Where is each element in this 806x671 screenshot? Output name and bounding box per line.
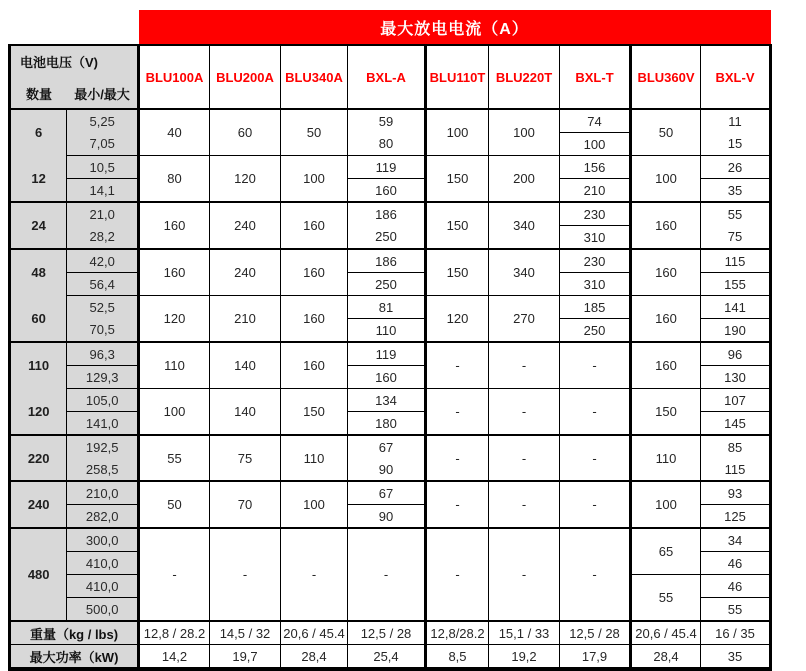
table-cell: 12,8/28.2 (426, 621, 489, 645)
table-cell: 55 (701, 202, 771, 226)
table-cell: 67 (348, 435, 426, 458)
table-cell: - (426, 435, 489, 481)
table-cell: 100 (139, 389, 210, 436)
table-cell: 96 (701, 342, 771, 366)
table-cell: 160 (631, 249, 701, 296)
table-cell: 60 (10, 296, 67, 343)
table-row (10, 109, 771, 133)
table-cell: 85 (701, 435, 771, 458)
table-cell: 12,8 / 28.2 (139, 621, 210, 645)
table-cell: 160 (281, 202, 348, 249)
table-cell: 186 (348, 202, 426, 226)
table-cell: 75 (701, 226, 771, 250)
table-cell: 12,5 / 28 (348, 621, 426, 645)
table-cell: 50 (139, 481, 210, 528)
table-cell: 150 (426, 249, 489, 296)
table-cell: 160 (139, 249, 210, 296)
table-cell: 160 (631, 202, 701, 249)
table-cell: 250 (348, 273, 426, 296)
footer-label: 最大功率（kW) (10, 645, 139, 670)
table-body (10, 10, 771, 669)
table-cell: 105,0 (67, 389, 139, 412)
table-cell: 50 (631, 109, 701, 156)
table-cell: 150 (631, 389, 701, 436)
table-cell: 15,1 / 33 (489, 621, 560, 645)
table-cell: 210,0 (67, 481, 139, 505)
table-cell: 52,5 (67, 296, 139, 319)
table-row (10, 389, 771, 412)
table-cell: 50 (281, 109, 348, 156)
table-row (10, 481, 771, 505)
table-cell: 160 (631, 296, 701, 343)
table-cell: 100 (560, 133, 631, 156)
table-cell: - (560, 528, 631, 621)
table-cell: 192,5 (67, 435, 139, 458)
table-cell: 240 (210, 249, 281, 296)
table-cell: 240 (210, 202, 281, 249)
table-cell: 70 (210, 481, 281, 528)
table-cell: 15 (701, 133, 771, 156)
table-cell: 120 (426, 296, 489, 343)
table-cell: 140 (210, 389, 281, 436)
table-cell: 93 (701, 481, 771, 505)
table-cell: 35 (701, 179, 771, 203)
table-cell: 60 (210, 109, 281, 156)
table-row (10, 296, 771, 319)
table-row (10, 435, 771, 458)
table-cell: 6 (10, 109, 67, 156)
footer-row (10, 621, 771, 645)
table-cell: 100 (281, 481, 348, 528)
column-header-bxl-v: BXL-V (701, 45, 771, 109)
table-row (10, 156, 771, 179)
table-cell: 20,6 / 45.4 (281, 621, 348, 645)
table-cell: 410,0 (67, 575, 139, 598)
table-cell: 110 (348, 319, 426, 343)
table-cell: 26 (701, 156, 771, 179)
table-cell: - (560, 481, 631, 528)
table-cell: 180 (348, 412, 426, 436)
table-cell: 115 (701, 249, 771, 273)
table-cell: 250 (348, 226, 426, 250)
table-cell: 270 (489, 296, 560, 343)
table-cell: 120 (210, 156, 281, 203)
table-cell: 500,0 (67, 598, 139, 622)
table-cell: 46 (701, 552, 771, 575)
column-header-blu200a: BLU200A (210, 45, 281, 109)
table-cell: - (489, 342, 560, 389)
table-cell: 160 (281, 342, 348, 389)
table-cell: 120 (139, 296, 210, 343)
table-cell: 129,3 (67, 366, 139, 389)
table-cell: 34 (701, 528, 771, 552)
column-header-bxl-a: BXL-A (348, 45, 426, 109)
table-cell: 14,2 (139, 645, 210, 670)
table-cell: 220 (10, 435, 67, 481)
table-cell: 119 (348, 156, 426, 179)
table-cell: 310 (560, 273, 631, 296)
table-cell: 21,0 (67, 202, 139, 226)
column-header-blu360v: BLU360V (631, 45, 701, 109)
table-cell: - (426, 342, 489, 389)
table-cell: 11 (701, 109, 771, 133)
table-cell: 24 (10, 202, 67, 249)
datasheet-page (0, 10, 806, 665)
column-header-bxl-t: BXL-T (560, 45, 631, 109)
table-cell: 282,0 (67, 505, 139, 529)
table-cell: 160 (348, 179, 426, 203)
table-cell: 150 (426, 156, 489, 203)
table-cell: 160 (281, 249, 348, 296)
table-cell: 14,5 / 32 (210, 621, 281, 645)
table-cell: 12,5 / 28 (560, 621, 631, 645)
table-cell: 28,4 (631, 645, 701, 670)
table-cell: 75 (210, 435, 281, 481)
footer-row (10, 645, 771, 670)
table-cell: 100 (489, 109, 560, 156)
table-cell: 110 (281, 435, 348, 481)
table-cell: 16 / 35 (701, 621, 771, 645)
table-cell: 310 (560, 226, 631, 250)
table-cell: 185 (560, 296, 631, 319)
table-cell: 67 (348, 481, 426, 505)
table-cell: - (426, 481, 489, 528)
table-cell: 10,5 (67, 156, 139, 179)
table-cell: 160 (139, 202, 210, 249)
table-cell: 140 (210, 342, 281, 389)
table-cell: 119 (348, 342, 426, 366)
band-spacer (10, 10, 139, 45)
table-cell: 300,0 (67, 528, 139, 552)
voltage-header-label: 电池电压（V) (20, 55, 99, 70)
table-cell: 90 (348, 505, 426, 529)
column-header-blu220t: BLU220T (489, 45, 560, 109)
table-cell: 125 (701, 505, 771, 529)
table-row (10, 202, 771, 226)
table-cell: 100 (281, 156, 348, 203)
band-row (10, 10, 771, 45)
minmax-header-label: 最小/最大 (74, 87, 130, 102)
table-cell: - (139, 528, 210, 621)
table-cell: - (210, 528, 281, 621)
table-cell: 40 (139, 109, 210, 156)
table-cell: 210 (210, 296, 281, 343)
table-cell: - (560, 389, 631, 436)
table-cell: 240 (10, 481, 67, 528)
table-cell: 12 (10, 156, 67, 203)
table-cell: 110 (631, 435, 701, 481)
table-cell: 150 (426, 202, 489, 249)
footer-label: 重量（kg / lbs) (10, 621, 139, 645)
table-cell: - (426, 528, 489, 621)
table-cell: 115 (701, 458, 771, 481)
table-cell: 130 (701, 366, 771, 389)
table-cell: 230 (560, 249, 631, 273)
table-cell: 340 (489, 249, 560, 296)
table-cell: 17,9 (560, 645, 631, 670)
table-cell: 14,1 (67, 179, 139, 203)
table-cell: 145 (701, 412, 771, 436)
table-row (10, 342, 771, 366)
column-header-blu340a: BLU340A (281, 45, 348, 109)
table-cell: 19,2 (489, 645, 560, 670)
table-cell: 48 (10, 249, 67, 296)
table-cell: 120 (10, 389, 67, 436)
table-cell: 80 (348, 133, 426, 156)
table-cell: - (489, 481, 560, 528)
table-cell: 107 (701, 389, 771, 412)
model-header-row (10, 45, 771, 109)
table-cell: 410,0 (67, 552, 139, 575)
column-header-blu110t: BLU110T (426, 45, 489, 109)
table-cell: 19,7 (210, 645, 281, 670)
table-row (10, 249, 771, 273)
table-cell: 141,0 (67, 412, 139, 436)
table-cell: 156 (560, 156, 631, 179)
table-cell: 100 (426, 109, 489, 156)
left-header-block (10, 45, 139, 109)
table-cell: 480 (10, 528, 67, 621)
table-cell: 55 (631, 575, 701, 622)
table-cell: 160 (348, 366, 426, 389)
table-cell: 70,5 (67, 319, 139, 343)
table-cell: 90 (348, 458, 426, 481)
table-cell: - (426, 389, 489, 436)
table-cell: 155 (701, 273, 771, 296)
table-cell: 20,6 / 45.4 (631, 621, 701, 645)
table-cell: 141 (701, 296, 771, 319)
table-cell: 8,5 (426, 645, 489, 670)
table-cell: 210 (560, 179, 631, 203)
table-cell: 7,05 (67, 133, 139, 156)
table-cell: 200 (489, 156, 560, 203)
qty-header-label: 数量 (25, 87, 52, 102)
table-cell: 190 (701, 319, 771, 343)
table-cell: 160 (281, 296, 348, 343)
table-cell: 65 (631, 528, 701, 575)
table-cell: 110 (139, 342, 210, 389)
table-cell: - (489, 435, 560, 481)
discharge-current-table (8, 10, 772, 671)
table-cell: 55 (139, 435, 210, 481)
table-cell: - (560, 342, 631, 389)
table-cell: 5,25 (67, 109, 139, 133)
table-cell: 59 (348, 109, 426, 133)
table-cell: 100 (631, 156, 701, 203)
table-cell: - (560, 435, 631, 481)
left-subheader-row (11, 84, 137, 108)
column-header-blu100a: BLU100A (139, 45, 210, 109)
table-cell: - (348, 528, 426, 621)
table-cell: 35 (701, 645, 771, 670)
table-cell: 55 (701, 598, 771, 622)
table-cell: 46 (701, 575, 771, 598)
table-cell: 250 (560, 319, 631, 343)
table-cell: 81 (348, 296, 426, 319)
table-cell: 100 (631, 481, 701, 528)
table-cell: 28,2 (67, 226, 139, 250)
table-cell: 110 (10, 342, 67, 389)
table-row (10, 528, 771, 552)
table-cell: 160 (631, 342, 701, 389)
left-header-inner (11, 46, 137, 108)
table-title: 最大放电电流（A） (139, 10, 771, 45)
table-cell: - (281, 528, 348, 621)
table-cell: - (489, 389, 560, 436)
table-cell: 230 (560, 202, 631, 226)
table-cell: 96,3 (67, 342, 139, 366)
table-cell: 56,4 (67, 273, 139, 296)
table-cell: 80 (139, 156, 210, 203)
table-cell: 42,0 (67, 249, 139, 273)
table-cell: 74 (560, 109, 631, 133)
table-cell: 186 (348, 249, 426, 273)
table-cell: 150 (281, 389, 348, 436)
table-cell: - (489, 528, 560, 621)
table-cell: 258,5 (67, 458, 139, 481)
table-cell: 340 (489, 202, 560, 249)
table-cell: 134 (348, 389, 426, 412)
table-cell: 25,4 (348, 645, 426, 670)
table-cell: 28,4 (281, 645, 348, 670)
